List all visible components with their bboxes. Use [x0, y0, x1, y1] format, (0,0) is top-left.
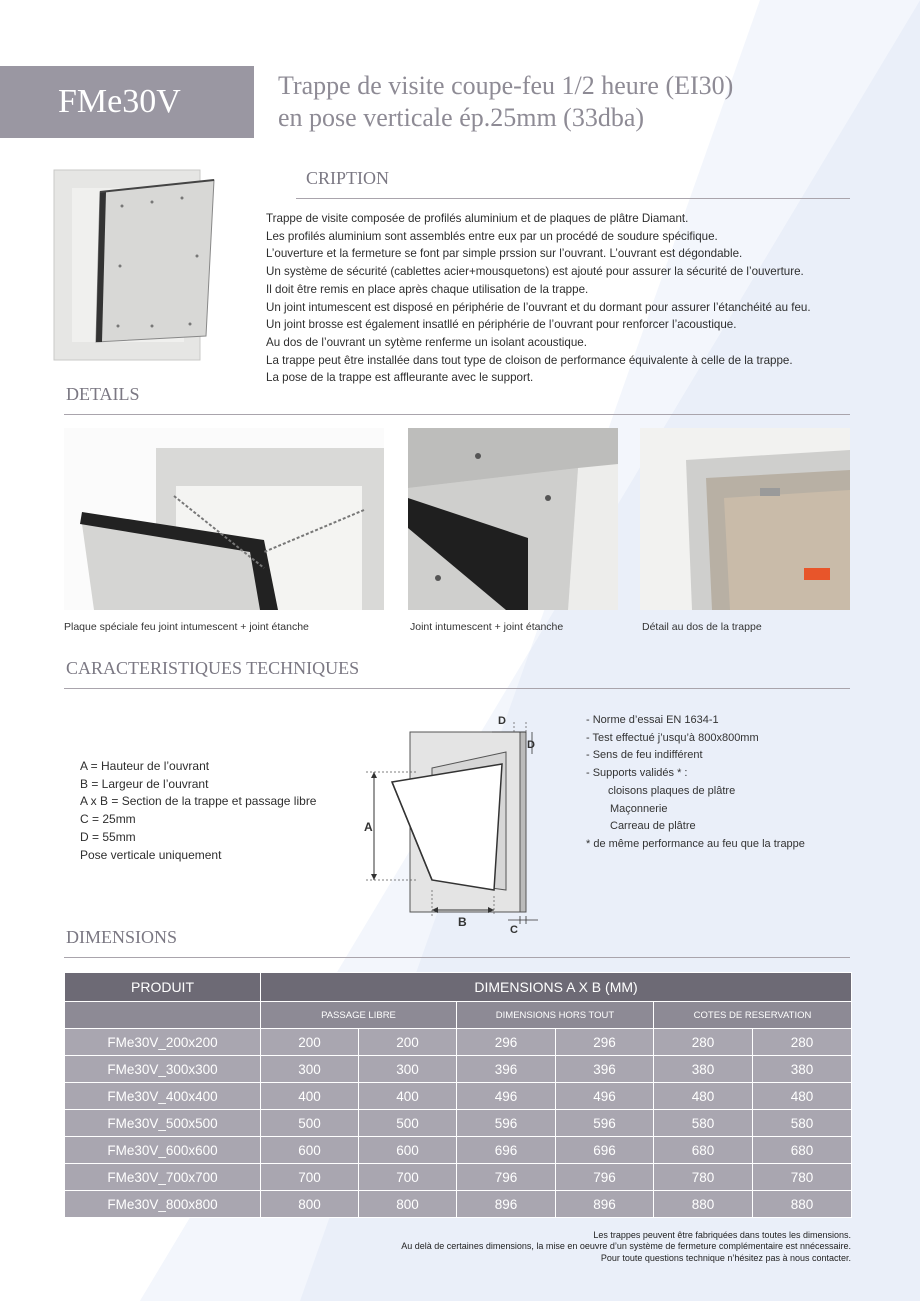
dimension-cell: 496 [556, 1083, 654, 1110]
dimension-cell: 680 [654, 1137, 753, 1164]
dimension-cell: 596 [556, 1110, 654, 1137]
dimension-cell: 500 [261, 1110, 359, 1137]
legend-line: C = 25mm [80, 812, 136, 827]
spec-line: - Supports validés * : [586, 767, 688, 780]
legend-line: D = 55mm [80, 829, 136, 844]
spec-line: Carreau de plâtre [610, 820, 696, 833]
dimension-cell: 800 [359, 1191, 457, 1218]
dimension-cell: 580 [654, 1110, 753, 1137]
subheader-passage-libre: PASSAGE LIBRE [261, 1002, 457, 1029]
dimension-cell: 596 [457, 1110, 556, 1137]
table-row [65, 1110, 852, 1137]
detail-photo-2 [408, 428, 618, 610]
description-heading: CRIPTION [306, 168, 390, 188]
dimension-cell: 300 [261, 1056, 359, 1083]
details-heading: DETAILS [66, 384, 140, 404]
dimension-cell: 800 [261, 1191, 359, 1218]
caption-photo-2: Joint intumescent + joint étanche [410, 621, 564, 633]
product-cell: FMe30V_700x700 [65, 1164, 261, 1191]
table-header-row [65, 973, 852, 1002]
footer-note [401, 1230, 851, 1264]
description-line: Trappe de visite composée de profilés aluminium et de plaques de plâtre Diamant. [266, 212, 689, 225]
subheader-reservation: COTES DE RESERVATION [654, 1002, 852, 1029]
dimension-cell: 880 [753, 1191, 852, 1218]
spec-line: Maçonnerie [610, 802, 668, 815]
dimension-cell: 300 [359, 1056, 457, 1083]
dimension-cell: 496 [457, 1083, 556, 1110]
subheader-hors-tout: DIMENSIONS HORS TOUT [457, 1002, 654, 1029]
description-line: La trappe peut être installée dans tout type de cloison de performance équivalente à celle de la trappe. [266, 353, 793, 367]
diagram-label-a: A [364, 820, 373, 834]
table-subheader-row [65, 1002, 852, 1029]
product-photo [52, 166, 218, 364]
dimensions-rule [64, 957, 850, 958]
title-line-2: en pose verticale ép.25mm (33dba) [278, 103, 645, 132]
product-cell: FMe30V_200x200 [65, 1029, 261, 1056]
table-row [65, 1137, 852, 1164]
description-line: Un joint brosse est également insatllé en périphérie de l’ouvrant pour renforcer l’acoustique. [266, 318, 737, 332]
technical-diagram [356, 710, 546, 936]
dimension-cell: 880 [654, 1191, 753, 1218]
caption-photo-3: Détail au dos de la trappe [642, 621, 762, 633]
dimension-cell: 896 [556, 1191, 654, 1218]
diagram-label-c: C [510, 924, 518, 936]
dimension-cell: 400 [359, 1083, 457, 1110]
table-row [65, 1191, 852, 1218]
spec-line: * de même performance au feu que la trappe [586, 837, 805, 850]
dimension-cell: 200 [359, 1029, 457, 1056]
dimension-cell: 280 [654, 1029, 753, 1056]
technical-specs [586, 712, 805, 854]
product-cell: FMe30V_300x300 [65, 1056, 261, 1083]
description-rule [296, 198, 850, 199]
table-row [65, 1056, 852, 1083]
detail-photo-1 [64, 428, 384, 610]
caption-photo-1: Plaque spéciale feu joint intumescent + joint étanche [64, 621, 309, 633]
dimension-cell: 200 [261, 1029, 359, 1056]
diagram-label-b: B [458, 915, 467, 929]
product-code-badge: FMe30V [0, 66, 254, 138]
table-body [65, 1029, 852, 1218]
table-row [65, 1083, 852, 1110]
dimension-cell: 296 [556, 1029, 654, 1056]
description-line: Un joint intumescent est disposé en périphérie de l’ouvrant et du dormant pour assurer l’étanchéité au feu. [266, 300, 811, 314]
spec-line: - Norme d’essai EN 1634-1 [586, 714, 719, 726]
dimension-cell: 296 [457, 1029, 556, 1056]
dimension-cell: 480 [654, 1083, 753, 1110]
dimensions-heading: DIMENSIONS [66, 927, 178, 947]
legend-line: Pose verticale uniquement [80, 847, 222, 862]
dimension-cell: 480 [753, 1083, 852, 1110]
dimension-cell: 600 [261, 1137, 359, 1164]
dimension-cell: 280 [753, 1029, 852, 1056]
legend-line: A x B = Section de la trappe et passage libre [80, 794, 317, 809]
legend-line: B = Largeur de l’ouvrant [80, 776, 209, 791]
dimension-cell: 696 [457, 1137, 556, 1164]
product-cell: FMe30V_600x600 [65, 1137, 261, 1164]
dimension-cell: 396 [556, 1056, 654, 1083]
dimension-cell: 780 [654, 1164, 753, 1191]
description-line: Un système de sécurité (cablettes acier+mousquetons) est ajouté pour assurer la sécurité de l’ouverture. [266, 265, 804, 279]
dimension-cell: 700 [359, 1164, 457, 1191]
description-line: Il doit être remis en place après chaque utilisation de la trappe. [266, 282, 589, 296]
dimension-cell: 500 [359, 1110, 457, 1137]
title-line-1: Trappe de visite coupe-feu 1/2 heure (EI30) [278, 71, 734, 100]
diagram-label-d-side: D [527, 739, 535, 751]
footer-line: Les trappes peuvent être fabriquées dans toutes les dimensions. [593, 1230, 851, 1240]
dimension-cell: 400 [261, 1083, 359, 1110]
spec-line: cloisons plaques de plâtre [608, 784, 736, 797]
product-cell: FMe30V_500x500 [65, 1110, 261, 1137]
dimension-cell: 796 [556, 1164, 654, 1191]
dimension-cell: 700 [261, 1164, 359, 1191]
diagram-label-d-top: D [498, 715, 506, 727]
dimension-cell: 380 [654, 1056, 753, 1083]
table-row [65, 1164, 852, 1191]
dimension-cell: 896 [457, 1191, 556, 1218]
footer-line: Pour toute questions technique n’hésitez pas à nous contacter. [600, 1252, 851, 1263]
legend-line: A = Hauteur de l’ouvrant [80, 759, 210, 773]
spec-line: - Sens de feu indifférent [586, 749, 703, 762]
product-cell: FMe30V_800x800 [65, 1191, 261, 1218]
dimension-legend [80, 758, 316, 864]
tech-heading: CARACTERISTIQUES TECHNIQUES [66, 658, 360, 678]
subheader-empty [65, 1002, 261, 1029]
tech-rule [64, 688, 850, 689]
product-cell: FMe30V_400x400 [65, 1083, 261, 1110]
description-line: Les profilés aluminium sont assemblés entre eux par un procédé de soudure spécifique. [266, 229, 718, 243]
detail-photo-3 [640, 428, 850, 610]
header-dimensions: DIMENSIONS A X B (MM) [261, 973, 852, 1002]
description-line: La pose de la trappe est affleurante avec le support. [266, 371, 534, 385]
details-rule [64, 414, 850, 415]
description-line: Au dos de l’ouvrant un sytème renferme un isolant acoustique. [266, 335, 587, 349]
page-title [278, 70, 898, 134]
header-product: PRODUIT [65, 973, 261, 1002]
dimension-cell: 796 [457, 1164, 556, 1191]
dimension-cell: 780 [753, 1164, 852, 1191]
dimension-cell: 696 [556, 1137, 654, 1164]
spec-line: - Test effectué j’usqu’à 800x800mm [586, 731, 759, 744]
table-row [65, 1029, 852, 1056]
dimensions-table [64, 972, 852, 1218]
footer-line: Au delà de certaines dimensions, la mise en oeuvre d’un système de fermeture complémentaire est nnécessaire. [401, 1241, 851, 1252]
dimension-cell: 380 [753, 1056, 852, 1083]
dimension-cell: 600 [359, 1137, 457, 1164]
dimension-cell: 396 [457, 1056, 556, 1083]
description-line: L’ouverture et la fermeture se font par simple prssion sur l’ouvrant. L’ouvrant est dégondable. [266, 247, 743, 261]
dimension-cell: 680 [753, 1137, 852, 1164]
dimension-cell: 580 [753, 1110, 852, 1137]
description-text [266, 210, 866, 387]
